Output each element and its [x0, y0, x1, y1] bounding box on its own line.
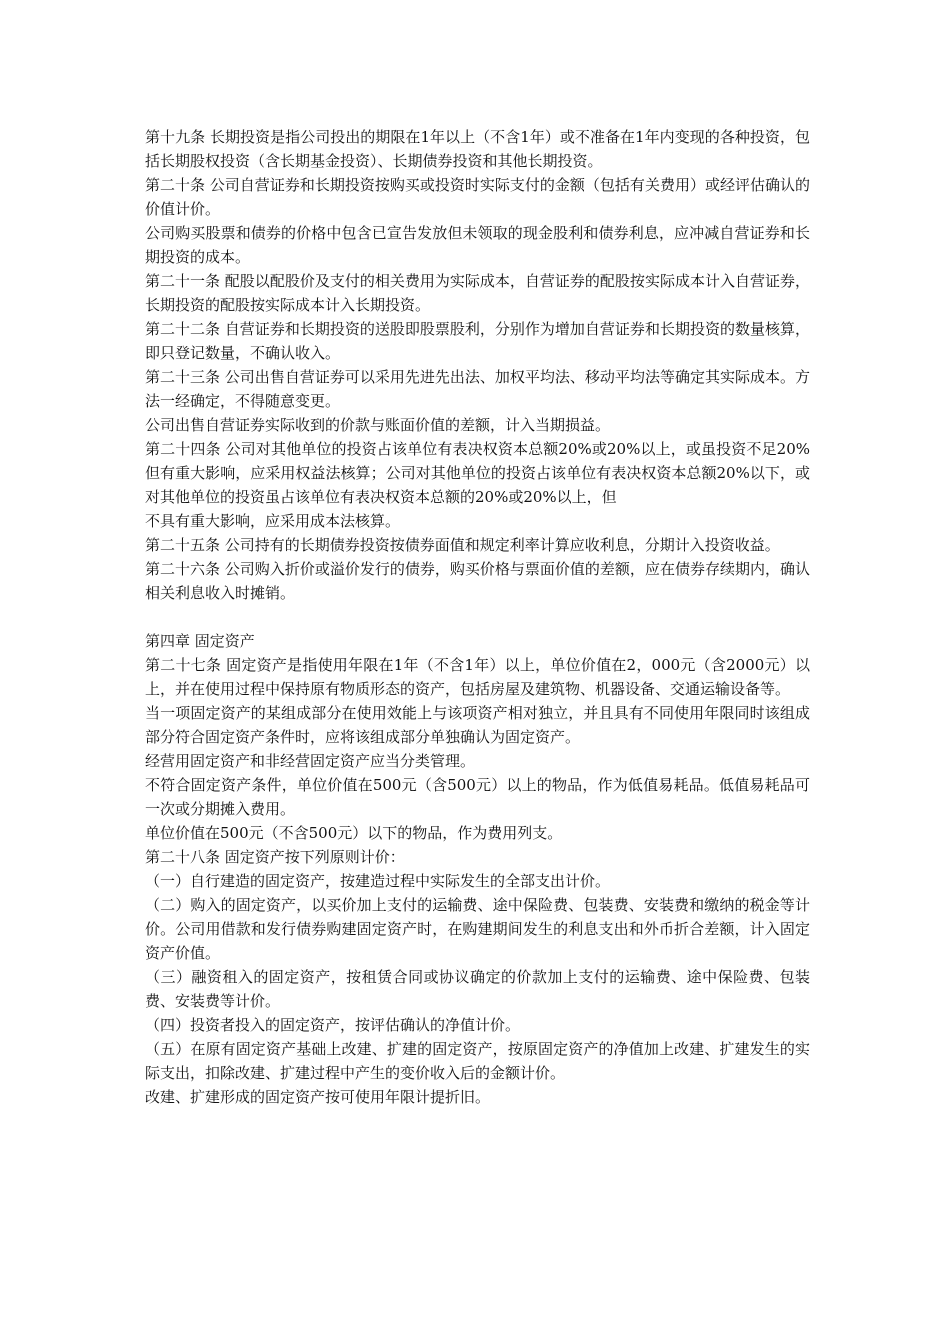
- article-28-item-5: （五）在原有固定资产基础上改建、扩建的固定资产，按原固定资产的净值加上改建、扩建发生的实际支出，扣除改建、扩建过程中产生的变价收入后的金额计价。: [145, 1040, 810, 1082]
- article-28-note: 改建、扩建形成的固定资产按可使用年限计提折旧。: [145, 1088, 491, 1106]
- article-27-note-4: 单位价值在500元（不含500元）以下的物品，作为费用列支。: [145, 824, 563, 842]
- article-21: 第二十一条 配股以配股价及支付的相关费用为实际成本，自营证券的配股按实际成本计入自营证券，长期投资的配股按实际成本计入长期投资。: [145, 272, 810, 314]
- article-24-continued: 不具有重大影响，应采用成本法核算。: [145, 512, 401, 530]
- article-22: 第二十二条 自营证券和长期投资的送股即股票股利，分别作为增加自营证券和长期投资的数量核算，即只登记数量，不确认收入。: [145, 320, 810, 362]
- article-19: 第十九条 长期投资是指公司投出的期限在1年以上（不含1年）或不准备在1年内变现的各种投资，包括长期股权投资（含长期基金投资）、长期债券投资和其他长期投资。: [145, 128, 810, 170]
- article-28-item-3: （三）融资租入的固定资产，按租赁合同或协议确定的价款加上支付的运输费、途中保险费、包装费、安装费等计价。: [145, 968, 810, 1010]
- article-27: 第二十七条 固定资产是指使用年限在1年（不含1年）以上，单位价值在2，000元（含2000元）以上，并在使用过程中保持原有物质形态的资产，包括房屋及建筑物、机器设备、交通运输设备等。: [145, 656, 810, 698]
- article-27-note-2: 经营用固定资产和非经营固定资产应当分类管理。: [145, 752, 476, 770]
- article-28-item-4: （四）投资者投入的固定资产，按评估确认的净值计价。: [145, 1016, 521, 1034]
- chapter-4-heading: 第四章 固定资产: [145, 632, 255, 650]
- article-27-note-1: 当一项固定资产的某组成部分在使用效能上与该项资产相对独立，并且具有不同使用年限同时该组成部分符合固定资产条件时，应将该组成部分单独确认为固定资产。: [145, 704, 810, 746]
- article-20: 第二十条 公司自营证券和长期投资按购买或投资时实际支付的金额（包括有关费用）或经评估确认的价值计价。: [145, 176, 810, 218]
- article-28-item-2: （二）购入的固定资产，以买价加上支付的运输费、途中保险费、包装费、安装费和缴纳的税金等计价。公司用借款和发行债券购建固定资产时，在购建期间发生的利息支出和外币折合差额，计入固定资产价值。: [145, 896, 810, 962]
- article-28-item-1: （一）自行建造的固定资产，按建造过程中实际发生的全部支出计价。: [145, 872, 611, 890]
- article-28: 第二十八条 固定资产按下列原则计价：: [145, 848, 405, 866]
- article-24: 第二十四条 公司对其他单位的投资占该单位有表决权资本总额20%或20%以上，或虽投资不足20%但有重大影响，应采用权益法核算；公司对其他单位的投资占该单位有表决权资本总额20%以下，或对其他单位的投资虽占该单位有表决权资本总额的20%或20%以上，但: [145, 440, 810, 506]
- document-page: [145, 125, 810, 1109]
- article-27-note-3: 不符合固定资产条件，单位价值在500元（含500元）以上的物品，作为低值易耗品。低值易耗品可一次或分期摊入费用。: [145, 776, 810, 818]
- article-25: 第二十五条 公司持有的长期债券投资按债券面值和规定利率计算应收利息，分期计入投资收益。: [145, 536, 780, 554]
- article-20-note: 公司购买股票和债券的价格中包含已宣告发放但未领取的现金股利和债券利息，应冲减自营证券和长期投资的成本。: [145, 224, 810, 266]
- article-23: 第二十三条 公司出售自营证券可以采用先进先出法、加权平均法、移动平均法等确定其实际成本。方法一经确定，不得随意变更。: [145, 368, 810, 410]
- article-26: 第二十六条 公司购入折价或溢价发行的债券，购买价格与票面价值的差额，应在债券存续期内，确认相关利息收入时摊销。: [145, 560, 810, 602]
- article-23-note: 公司出售自营证券实际收到的价款与账面价值的差额，计入当期损益。: [145, 416, 611, 434]
